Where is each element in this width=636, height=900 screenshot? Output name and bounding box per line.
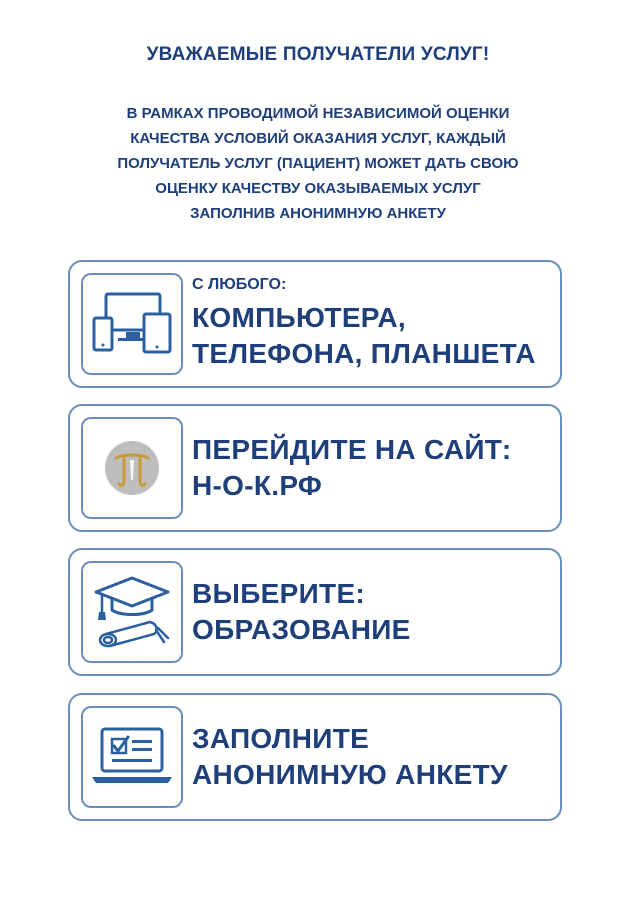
step-card-survey: [68, 693, 562, 821]
card-line: АНОНИМНУЮ АНКЕТУ: [192, 759, 508, 790]
step-card-education: [68, 548, 562, 676]
devices-icon: [81, 273, 183, 375]
intro-line: ПОЛУЧАТЕЛЬ УСЛУГ (ПАЦИЕНТ) МОЖЕТ ДАТЬ СВОЮ: [117, 155, 519, 172]
laptop-checklist-icon: [81, 706, 183, 808]
step-card-website: [68, 404, 562, 532]
nok-logo-icon: [81, 417, 183, 519]
intro-line: В РАМКАХ ПРОВОДИМОЙ НЕЗАВИСИМОЙ ОЦЕНКИ: [126, 105, 510, 122]
intro-line: КАЧЕСТВА УСЛОВИЙ ОКАЗАНИЯ УСЛУГ, КАЖДЫЙ: [130, 130, 506, 147]
intro-line: ОЦЕНКУ КАЧЕСТВУ ОКАЗЫВАЕМЫХ УСЛУГ: [155, 180, 481, 197]
step-card-devices: [68, 260, 562, 388]
card-subtitle: С ЛЮБОГО:: [192, 276, 287, 293]
card-line: ОБРАЗОВАНИЕ: [192, 614, 411, 645]
intro-text: [40, 101, 596, 226]
website-address: Н-О-К.РФ: [192, 470, 323, 501]
card-line: КОМПЬЮТЕРА,: [192, 302, 406, 333]
page-title: УВАЖАЕМЫЕ ПОЛУЧАТЕЛИ УСЛУГ!: [146, 44, 490, 65]
card-line: ПЕРЕЙДИТЕ НА САЙТ:: [192, 434, 512, 465]
card-line: ТЕЛЕФОНА, ПЛАНШЕТА: [192, 338, 536, 369]
graduation-cap-diploma-icon: [81, 561, 183, 663]
card-line: ЗАПОЛНИТЕ: [192, 723, 370, 754]
card-line: ВЫБЕРИТЕ:: [192, 578, 366, 609]
intro-line: ЗАПОЛНИВ АНОНИМНУЮ АНКЕТУ: [190, 205, 446, 222]
